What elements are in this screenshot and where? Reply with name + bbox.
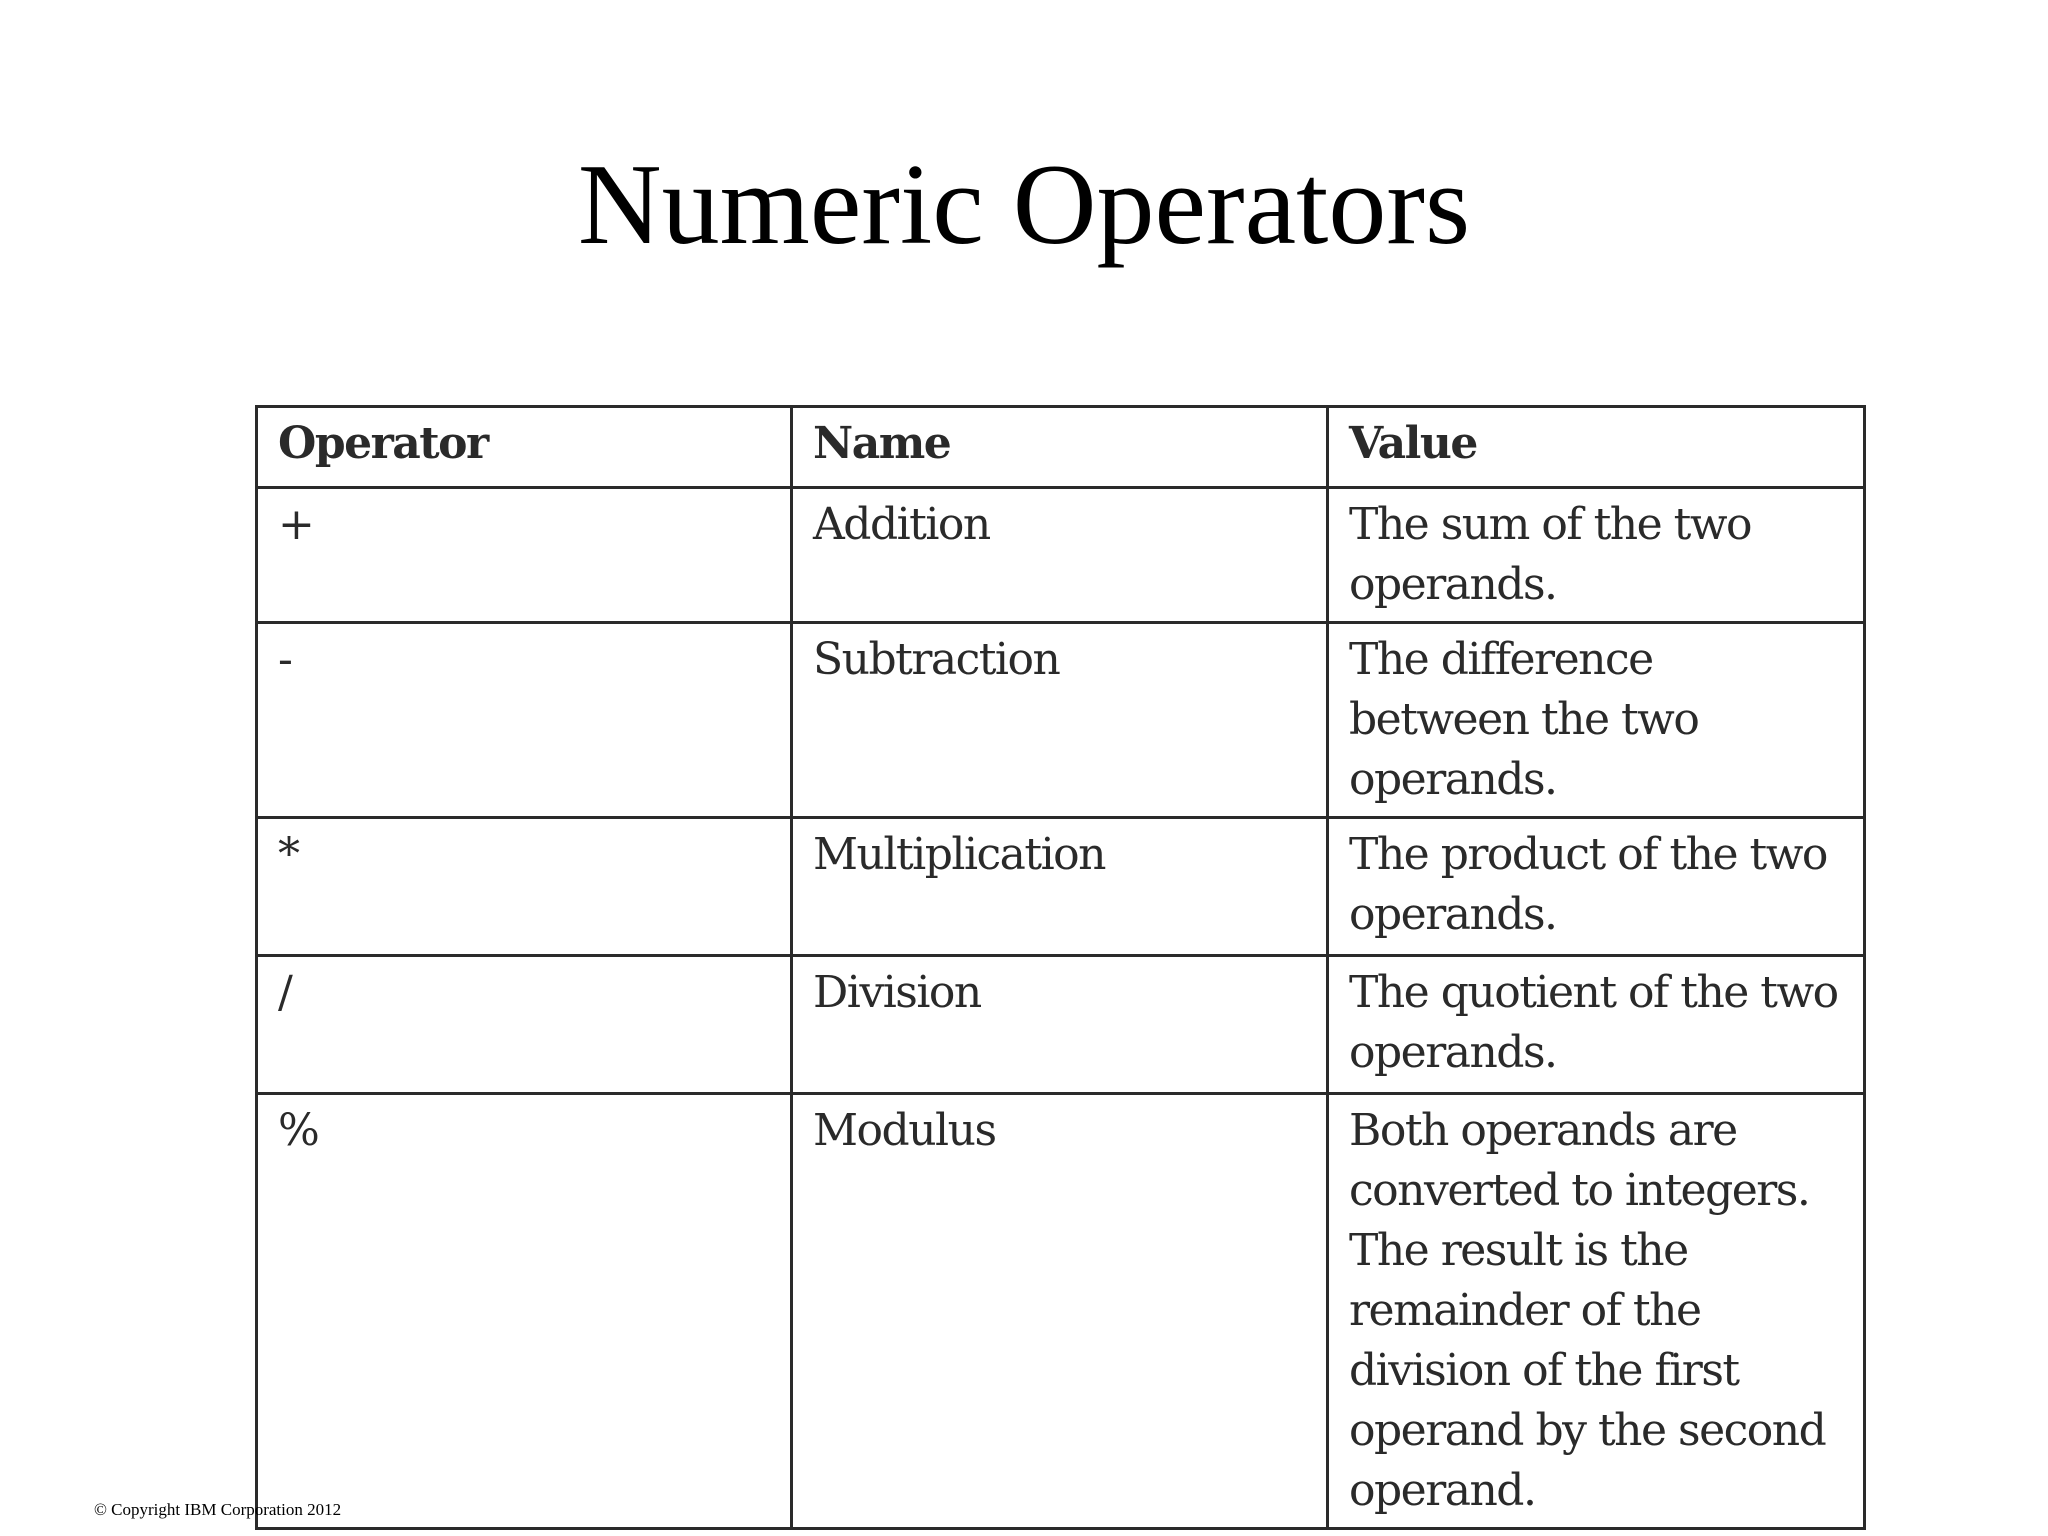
value-cell: Both operands are converted to integers. The result is the remainder of the division of the first operand by the second operand.	[1328, 1094, 1865, 1529]
copyright-footer: © Copyright IBM Corporation 2012	[94, 1500, 342, 1519]
operator-cell: /	[257, 956, 792, 1094]
name-cell: Division	[792, 956, 1328, 1094]
value-cell: The product of the two operands.	[1328, 818, 1865, 956]
value-cell: The sum of the two operands.	[1328, 488, 1865, 623]
name-cell: Addition	[792, 488, 1328, 623]
header-value: Value	[1328, 407, 1865, 488]
table-row	[257, 623, 1865, 818]
operators-table	[255, 405, 1866, 1530]
table-row	[257, 1094, 1865, 1529]
table-row	[257, 956, 1865, 1094]
header-operator: Operator	[257, 407, 792, 488]
header-name: Name	[792, 407, 1328, 488]
operators-table-container	[255, 405, 1863, 1530]
operator-cell: *	[257, 818, 792, 956]
value-cell: The difference between the two operands.	[1328, 623, 1865, 818]
name-cell: Subtraction	[792, 623, 1328, 818]
table-row	[257, 488, 1865, 623]
name-cell: Modulus	[792, 1094, 1328, 1529]
table-header-row	[257, 407, 1865, 488]
table-row	[257, 818, 1865, 956]
operator-cell: -	[257, 623, 792, 818]
name-cell: Multiplication	[792, 818, 1328, 956]
value-cell: The quotient of the two operands.	[1328, 956, 1865, 1094]
slide-title: Numeric Operators	[577, 140, 1471, 269]
operator-cell: +	[257, 488, 792, 623]
operator-cell: %	[257, 1094, 792, 1529]
